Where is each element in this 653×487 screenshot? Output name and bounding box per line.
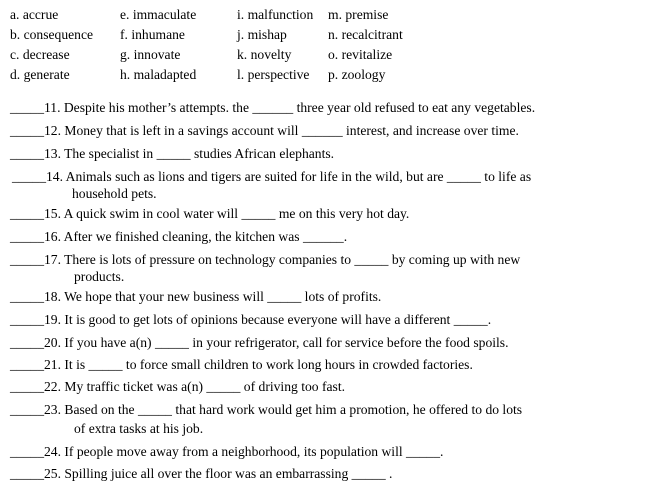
question-22 xyxy=(10,378,345,395)
word-bank-item: n. recalcitrant xyxy=(328,27,403,42)
question-text: _____11. Despite his mother’s attempts. the ______ three year old refused to eat any vegetables. xyxy=(10,100,536,115)
question-text: _____23. Based on the _____ that hard work would get him a promotion, he offered to do lots xyxy=(10,402,523,417)
question-21 xyxy=(10,356,473,373)
question-continuation: of extra tasks at his job. xyxy=(74,421,204,436)
question-23 xyxy=(10,401,523,436)
word-bank-item: h. maladapted xyxy=(120,67,197,82)
question-text: _____15. A quick swim in cool water will _____ me on this very hot day. xyxy=(10,206,410,221)
word-bank-item: d. generate xyxy=(10,67,70,82)
question-text: _____19. It is good to get lots of opinions because everyone will have a different _____. xyxy=(10,312,492,327)
question-14 xyxy=(12,168,532,201)
question-text: _____22. My traffic ticket was a(n) _____ of driving too fast. xyxy=(10,379,345,394)
word-bank-item: b. consequence xyxy=(10,27,94,42)
word-bank-column-3 xyxy=(237,5,313,85)
question-text: _____18. We hope that your new business will _____ lots of profits. xyxy=(10,289,382,304)
question-text: _____20. If you have a(n) _____ in your refrigerator, call for service before the food spoils. xyxy=(10,335,509,350)
word-bank-item: j. mishap xyxy=(237,27,287,42)
word-bank-item: e. immaculate xyxy=(120,7,197,22)
question-text: _____17. There is lots of pressure on technology companies to _____ by coming up with new xyxy=(10,252,521,267)
question-24 xyxy=(10,443,443,460)
question-17 xyxy=(10,251,521,284)
word-bank-column-1 xyxy=(10,5,93,85)
word-bank-item: l. perspective xyxy=(237,67,310,82)
word-bank-column-4 xyxy=(328,5,403,85)
question-13 xyxy=(10,145,334,162)
question-continuation: products. xyxy=(74,269,125,284)
word-bank-item: a. accrue xyxy=(10,7,59,22)
word-bank-item: k. novelty xyxy=(237,47,292,62)
word-bank-item: c. decrease xyxy=(10,47,70,62)
question-text: _____16. After we finished cleaning, the kitchen was ______. xyxy=(10,229,348,244)
question-text: _____12. Money that is left in a savings account will ______ interest, and increase over time. xyxy=(10,123,519,138)
question-19 xyxy=(10,311,491,328)
question-25 xyxy=(10,465,392,482)
question-text: _____25. Spilling juice all over the floor was an embarrassing _____ . xyxy=(10,466,393,481)
word-bank-item: g. innovate xyxy=(120,47,181,62)
question-11 xyxy=(10,99,535,116)
word-bank-column-2 xyxy=(120,5,196,85)
question-continuation: household pets. xyxy=(72,186,157,201)
word-bank-item: i. malfunction xyxy=(237,7,314,22)
question-18 xyxy=(10,288,381,305)
question-12 xyxy=(10,122,519,139)
question-16 xyxy=(10,228,347,245)
question-text: _____21. It is _____ to force small children to work long hours in crowded factories. xyxy=(10,357,473,372)
word-bank-item: f. inhumane xyxy=(120,27,185,42)
question-20 xyxy=(10,334,508,351)
word-bank-item: o. revitalize xyxy=(328,47,393,62)
word-bank-item: m. premise xyxy=(328,7,389,22)
question-15 xyxy=(10,205,409,222)
question-text: _____13. The specialist in _____ studies African elephants. xyxy=(10,146,335,161)
question-text: _____24. If people move away from a neighborhood, its population will _____. xyxy=(10,444,444,459)
word-bank-item: p. zoology xyxy=(328,67,386,82)
question-text: _____14. Animals such as lions and tigers are suited for life in the wild, but are _____ to life as xyxy=(12,169,532,184)
